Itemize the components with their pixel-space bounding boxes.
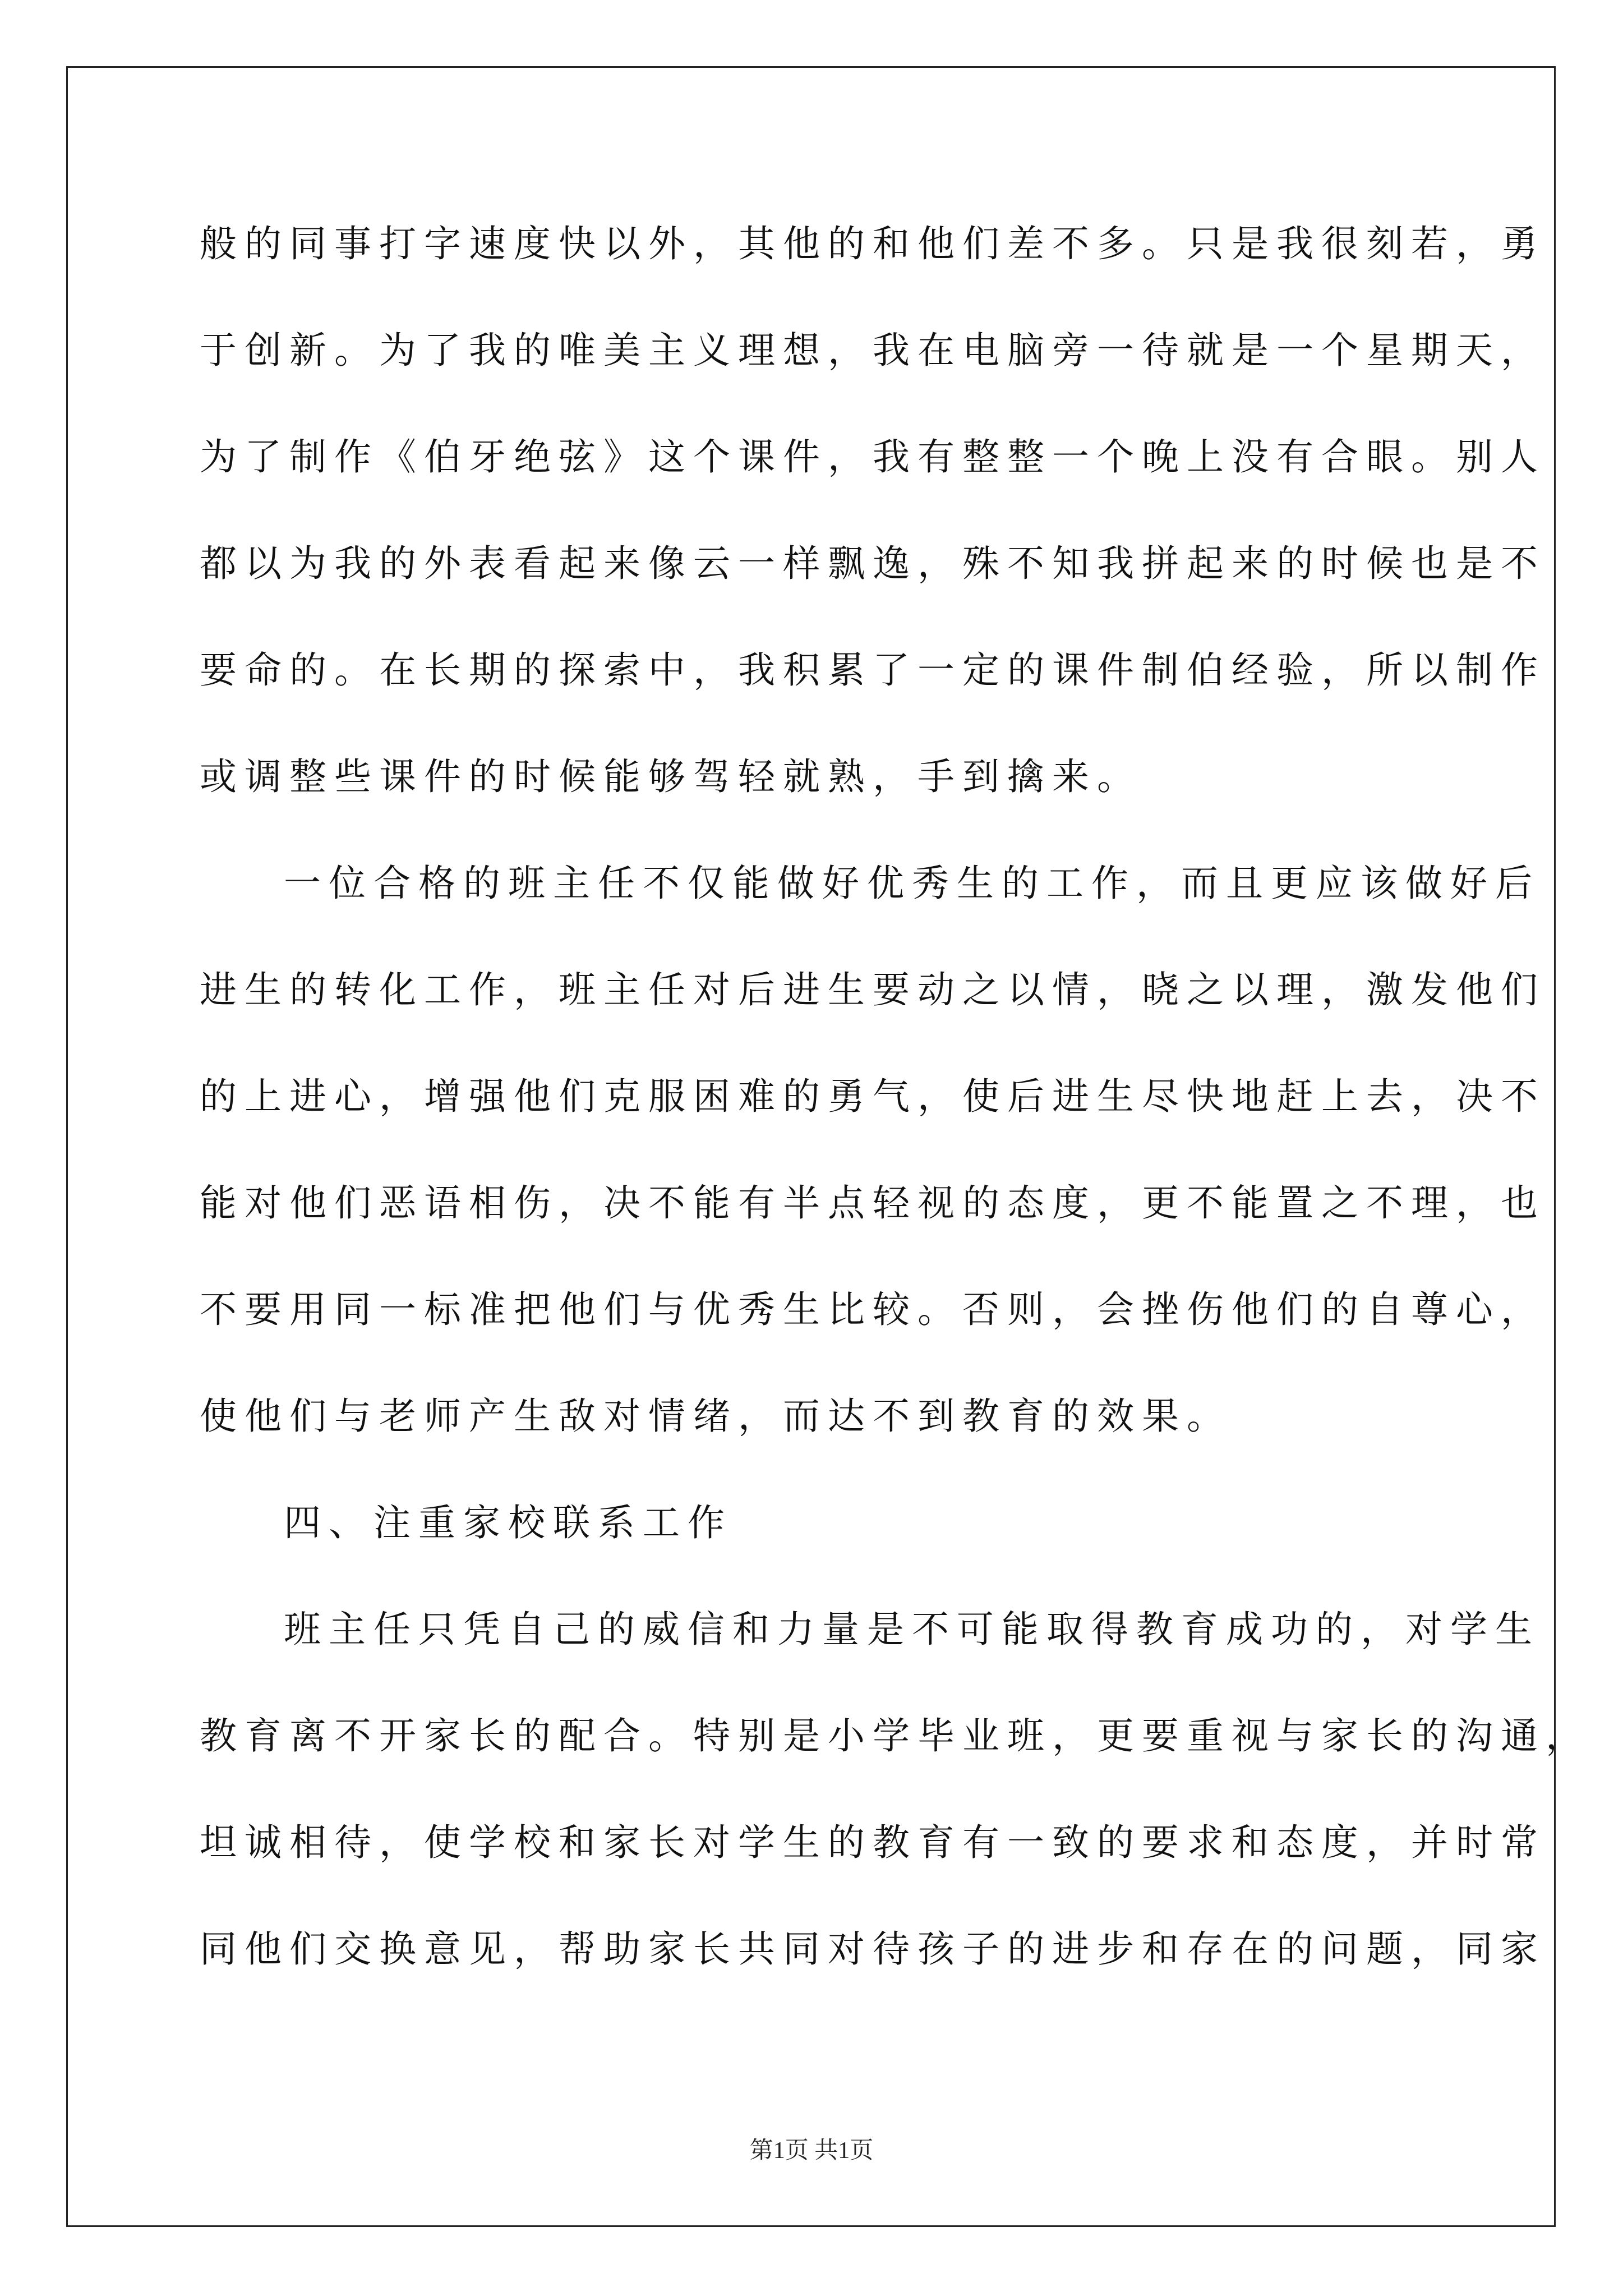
text-line: 使他们与老师产生敌对情绪，而达不到教育的效果。 [200, 1395, 1232, 1438]
text-line: 于创新。为了我的唯美主义理想，我在电脑旁一待就是一个星期天， [200, 329, 1546, 372]
text-line: 一位合格的班主任不仅能做好优秀生的工作，而且更应该做好后 [284, 862, 1540, 905]
text-line: 或调整些课件的时候能够驾轻就熟，手到擒来。 [200, 755, 1142, 798]
text-line: 不要用同一标准把他们与优秀生比较。否则，会挫伤他们的自尊心， [200, 1288, 1546, 1331]
text-line: 都以为我的外表看起来像云一样飘逸，殊不知我拼起来的时候也是不 [200, 542, 1546, 585]
text-line: 能对他们恶语相伤，决不能有半点轻视的态度，更不能置之不理，也 [200, 1181, 1546, 1225]
text-line: 般的同事打字速度快以外，其他的和他们差不多。只是我很刻若，勇 [200, 222, 1546, 265]
text-line: 同他们交换意见，帮助家长共同对待孩子的进步和存在的问题，同家 [200, 1927, 1546, 1971]
section-heading: 四、注重家校联系工作 [284, 1501, 732, 1544]
text-line: 的上进心，增强他们克服困难的勇气，使后进生尽快地赶上去，决不 [200, 1075, 1546, 1118]
text-line: 班主任只凭自己的威信和力量是不可能取得教育成功的，对学生 [284, 1608, 1540, 1651]
text-line: 进生的转化工作，班主任对后进生要动之以情，晓之以理，激发他们 [200, 968, 1546, 1011]
page-footer: 第1页 共1页 [749, 2138, 874, 2164]
page-border [66, 66, 1556, 2227]
text-line: 教育离不开家长的配合。特别是小学毕业班，更要重视与家长的沟通， [200, 1714, 1590, 1757]
text-line: 坦诚相待，使学校和家长对学生的教育有一致的要求和态度，并时常 [200, 1821, 1546, 1864]
text-line: 为了制作《伯牙绝弦》这个课件，我有整整一个晚上没有合眼。别人 [200, 435, 1546, 478]
text-line: 要命的。在长期的探索中，我积累了一定的课件制伯经验，所以制作 [200, 648, 1546, 692]
